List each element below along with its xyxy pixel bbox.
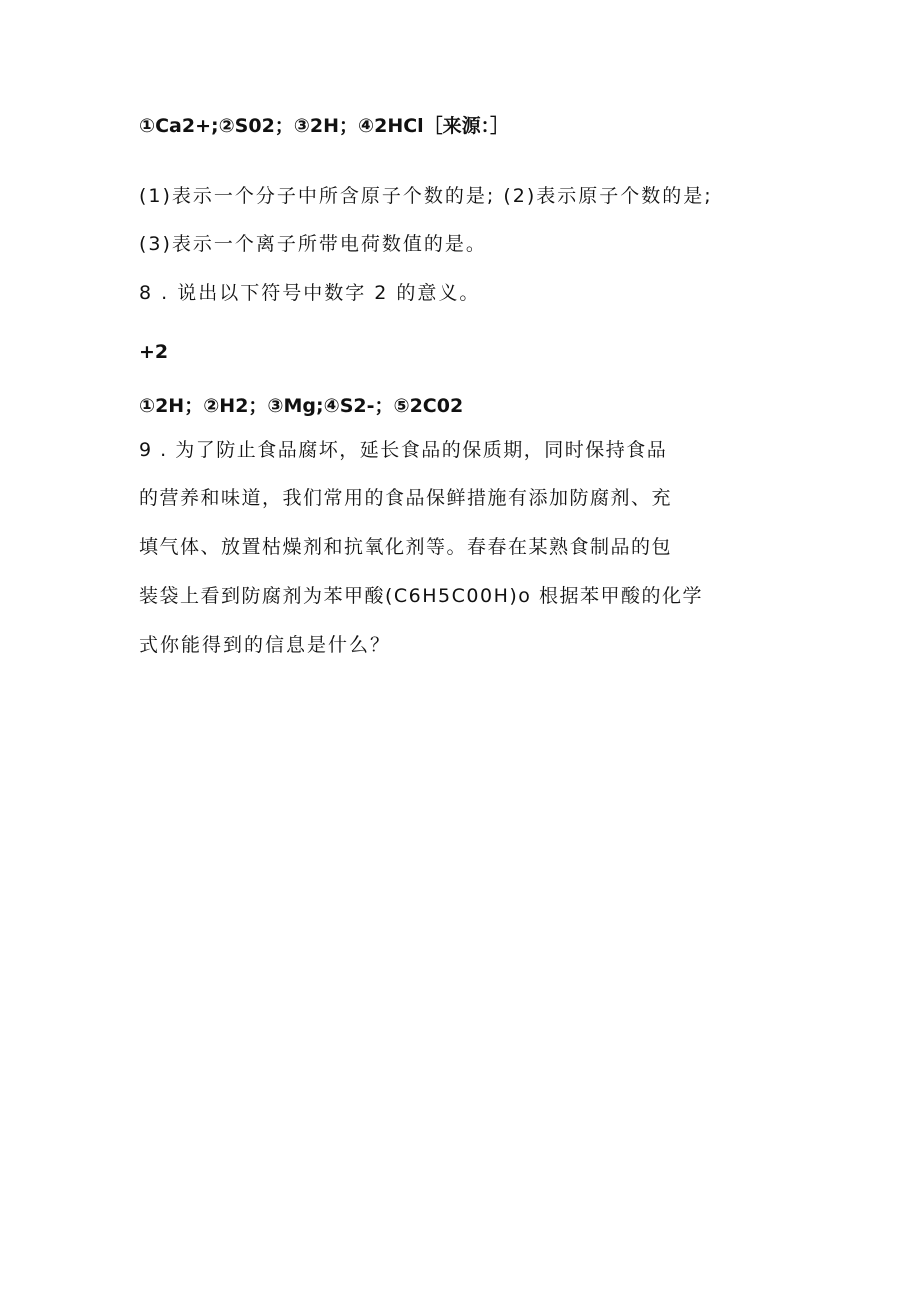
symbol-list-question8: ①2H；②H2；③Mg;④S2-；⑤2C02 [139, 395, 464, 417]
question9-line-1: 9 . 为了防止食品腐坏，延长食品的保质期，同时保持食品 [139, 439, 668, 461]
question7-subitems-1-2: (1)表示一个分子中所含原子个数的是; (2)表示原子个数的是; [139, 185, 713, 207]
symbol-list-question7: ①Ca2+;②S02；③2H；④2HCl［来源：］ [139, 115, 510, 137]
question9-line-3: 填气体、放置枯燥剂和抗氧化剂等。春春在某熟食制品的包 [139, 536, 673, 558]
question9-line-5: 式你能得到的信息是什么？ [139, 634, 392, 656]
question8-prompt: 8 . 说出以下符号中数字 2 的意义。 [139, 282, 481, 304]
valence-mark: +2 [139, 341, 169, 363]
question7-subitem-3: (3)表示一个离子所带电荷数值的是。 [139, 233, 487, 255]
question9-line-2: 的营养和味道，我们常用的食品保鲜措施有添加防腐剂、充 [139, 487, 673, 509]
question9-line-4: 装袋上看到防腐剂为苯甲酸(C6H5C00H)o 根据苯甲酸的化学 [139, 585, 703, 607]
